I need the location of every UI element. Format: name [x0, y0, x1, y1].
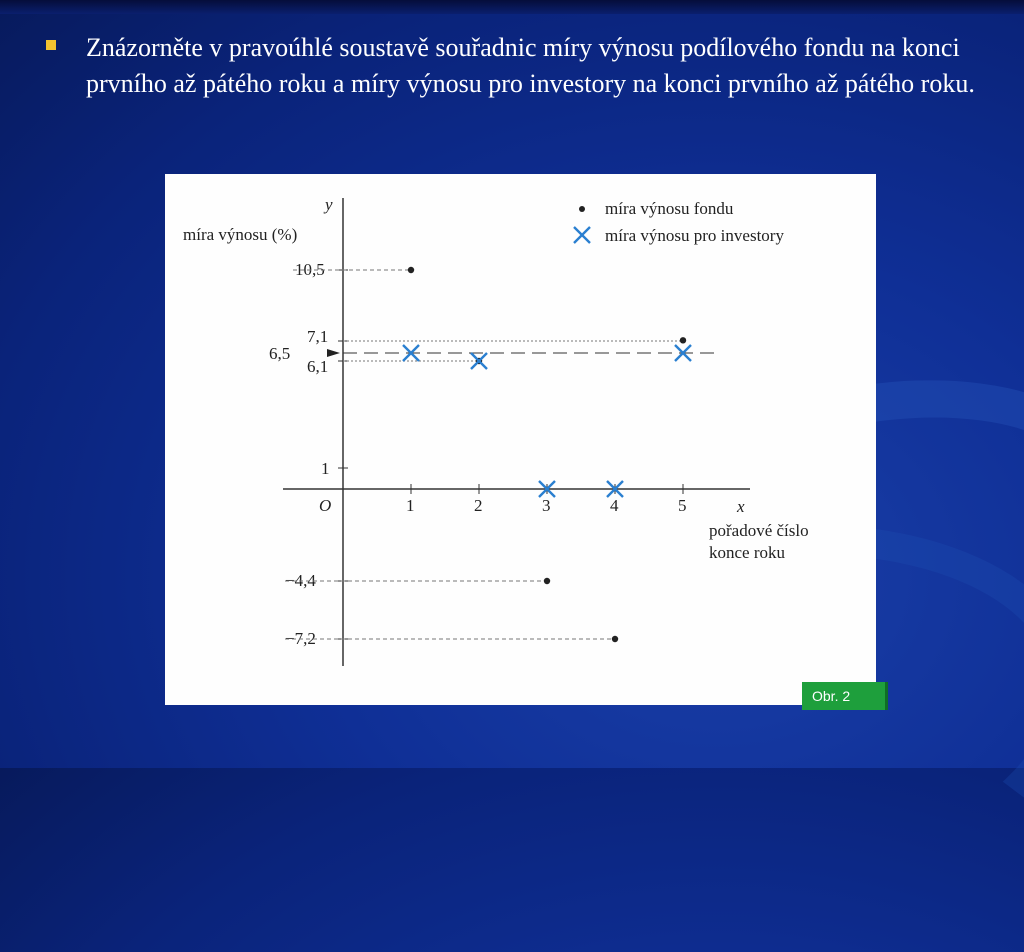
legend-label-fund: míra výnosu fondu	[605, 199, 734, 218]
y-tick-label-6-1: 6,1	[307, 357, 329, 376]
x-tick-label-1: 1	[406, 496, 415, 515]
y-axis-title: míra výnosu (%)	[183, 225, 298, 244]
investor-point-2	[471, 353, 487, 369]
x-tick-label-4: 4	[610, 496, 619, 515]
fund-point-4	[612, 636, 618, 642]
y-tick-label-10-5: 10,5	[295, 260, 325, 279]
bullet-text: Znázorněte v pravoúhlé soustavě souřadnic míry výnosu podílového fondu na konci prvního až pátého roku a míry výnosu pro investory na konci prvního až pátého roku.	[86, 33, 975, 98]
x-tick-label-3: 3	[542, 496, 551, 515]
figure-label: Obr. 2	[802, 682, 888, 710]
top-bar	[0, 0, 1024, 14]
fund-point-1	[408, 267, 414, 273]
square-bullet-icon	[46, 40, 56, 50]
x-tick-label-2: 2	[474, 496, 483, 515]
chart-svg	[165, 174, 876, 705]
y-tick-label-6-5: 6,5	[269, 344, 291, 363]
x-tick-label-5: 5	[678, 496, 687, 515]
x-axis-title-line1: pořadové číslo	[709, 521, 809, 540]
y-tick-label-minus-4-4: −4,4	[285, 571, 316, 590]
fund-point-3	[544, 578, 550, 584]
y-tick-label-minus-7-2: −7,2	[285, 629, 316, 648]
data-marks	[403, 267, 691, 642]
legend-label-investors: míra výnosu pro investory	[605, 226, 784, 245]
legend	[574, 199, 784, 245]
chart-figure	[165, 174, 876, 705]
x-axis-symbol: x	[737, 497, 745, 516]
fund-point-5	[680, 337, 686, 343]
y-tick-label-7-1: 7,1	[307, 327, 329, 346]
y-axis-symbol: y	[325, 195, 333, 214]
x-axis-title-line2: konce roku	[709, 543, 786, 562]
bullet-item	[46, 30, 976, 102]
origin-label: O	[319, 496, 332, 515]
legend-dot-icon	[579, 206, 585, 212]
legend-cross-icon	[574, 227, 590, 243]
y-tick-label-1: 1	[321, 459, 330, 478]
y-6-5-arrow-icon	[327, 349, 340, 357]
